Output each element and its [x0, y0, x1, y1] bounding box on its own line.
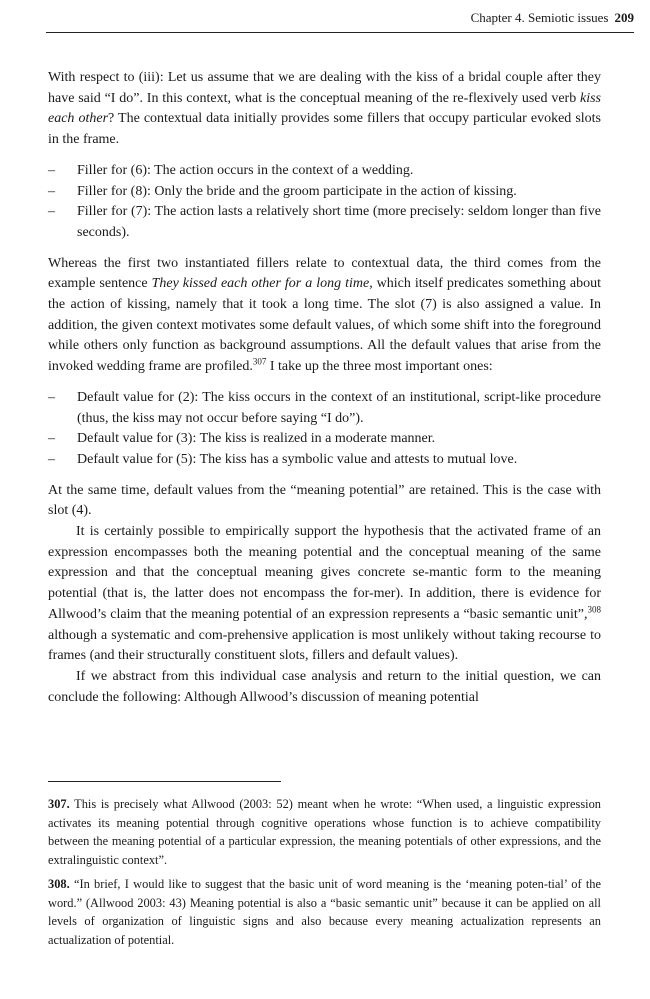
- dash-bullet: –: [48, 183, 55, 199]
- footnote-number: 308.: [48, 877, 70, 891]
- list-item: [48, 202, 601, 243]
- footnote-307: [48, 795, 601, 869]
- para1-text-a: With respect to (iii): Let us assume that we are dealing with the kiss of a bridal couple after they have said “I do”. In this context, what is the conceptual meaning of the re-flexively used verb: [48, 70, 601, 106]
- chapter-title: Chapter 4. Semiotic issues: [470, 10, 609, 25]
- paragraph-1: [48, 68, 601, 151]
- para2-text-c: I take up the three most important ones:: [266, 359, 493, 375]
- list-item: [48, 161, 601, 182]
- filler-list: [48, 161, 601, 244]
- para2-italic: They kissed each other for a long time: [151, 276, 370, 292]
- list-item-text: Default value for (5): The kiss has a symbolic value and attests to mutual love.: [77, 451, 518, 467]
- paragraph-3: At the same time, default values from the “meaning potential” are retained. This is the case with slot (4).: [48, 482, 601, 519]
- dash-bullet: –: [48, 389, 55, 405]
- dash-bullet: –: [48, 204, 55, 220]
- dash-bullet: –: [48, 431, 55, 447]
- paragraph-4: [48, 522, 601, 667]
- para4-text-b: although a systematic and com-prehensive application is most unlikely without taking recourse to frames (and their structurally constituent slots, fillers and default values).: [48, 627, 601, 664]
- list-item: [48, 429, 601, 450]
- para4-text-a: It is certainly possible to empirically support the hypothesis that the activated frame of an expression encompasses both the meaning potential and the conceptual meaning of the same expression and that the conceptual meaning gives concrete se-mantic form to the meaning potential (that is, the latter does not encompass the for-mer). In addition, there is evidence for Allwood’s claim that the meaning potential of an expression represents a “basic semantic unit”,: [48, 524, 601, 622]
- list-item-text: Filler for (6): The action occurs in the context of a wedding.: [77, 162, 414, 178]
- para2-text-a: Whereas the first two instantiated fillers relate to contextual data, the third comes from the example sentence: [48, 255, 601, 292]
- list-item-text: Default value for (3): The kiss is realized in a moderate manner.: [77, 431, 436, 447]
- paragraph-2: [48, 254, 601, 378]
- list-item: [48, 450, 601, 471]
- footnote-separator: [48, 781, 281, 782]
- footnote-text: “In brief, I would like to suggest that the basic unit of word meaning is the ‘meaning poten-tial’ of the word.” (Allwood 2003: 43) Meaning potential is also a “basic semantic unit” because it can be applied on all levels of organization of linguistic signs and also because every meaning actualization represents an actualization of potential.: [48, 877, 601, 947]
- paragraph-5: If we abstract from this individual case analysis and return to the initial question, we can conclude the following: Although Allwood’s discussion of meaning potential: [48, 668, 601, 705]
- footnote-ref-308[interactable]: 308: [587, 604, 601, 615]
- footnotes: [48, 795, 601, 955]
- body-text: [48, 68, 601, 708]
- page-number: 209: [614, 10, 634, 25]
- footnote-308: [48, 875, 601, 949]
- footnote-number: 307.: [48, 797, 70, 811]
- list-item: [48, 388, 601, 429]
- list-item: [48, 182, 601, 203]
- footnote-ref-307[interactable]: 307: [252, 356, 267, 367]
- dash-bullet: –: [48, 451, 55, 467]
- para1-italic: kiss each other: [48, 90, 601, 127]
- list-item-text: Filler for (7): The action lasts a relatively short time (more precisely: seldom longer than five seconds).: [77, 204, 601, 240]
- running-header: [46, 8, 634, 33]
- para2-text-b: , which itself predicates something about the action of kissing, namely that it took a long time. The slot (7) is also assigned a value. In addition, the given context motivates some default values, of which some shift into the foreground while others only function as background assumptions. All the default values that arise from the invoked wedding frame are profiled.: [48, 276, 601, 375]
- list-item-text: Default value for (2): The kiss occurs in the context of an institutional, script-like procedure (thus, the kiss may not occur before saying “I do”).: [77, 389, 601, 426]
- default-value-list: [48, 388, 601, 471]
- footnote-text: This is precisely what Allwood (2003: 52) meant when he wrote: “When used, a linguistic expression activates its meaning potential through cognitive operations whose function is to achieve compatibility between the meaning potential of a particular expression, the meaning potentials of other expressions, and the extralinguistic context”.: [48, 797, 602, 867]
- para1-text-b: ? The contextual data initially provides some fillers that occupy particular evoked slots in the frame.: [48, 111, 601, 148]
- list-item-text: Filler for (8): Only the bride and the groom participate in the action of kissing.: [77, 183, 517, 199]
- dash-bullet: –: [48, 162, 55, 178]
